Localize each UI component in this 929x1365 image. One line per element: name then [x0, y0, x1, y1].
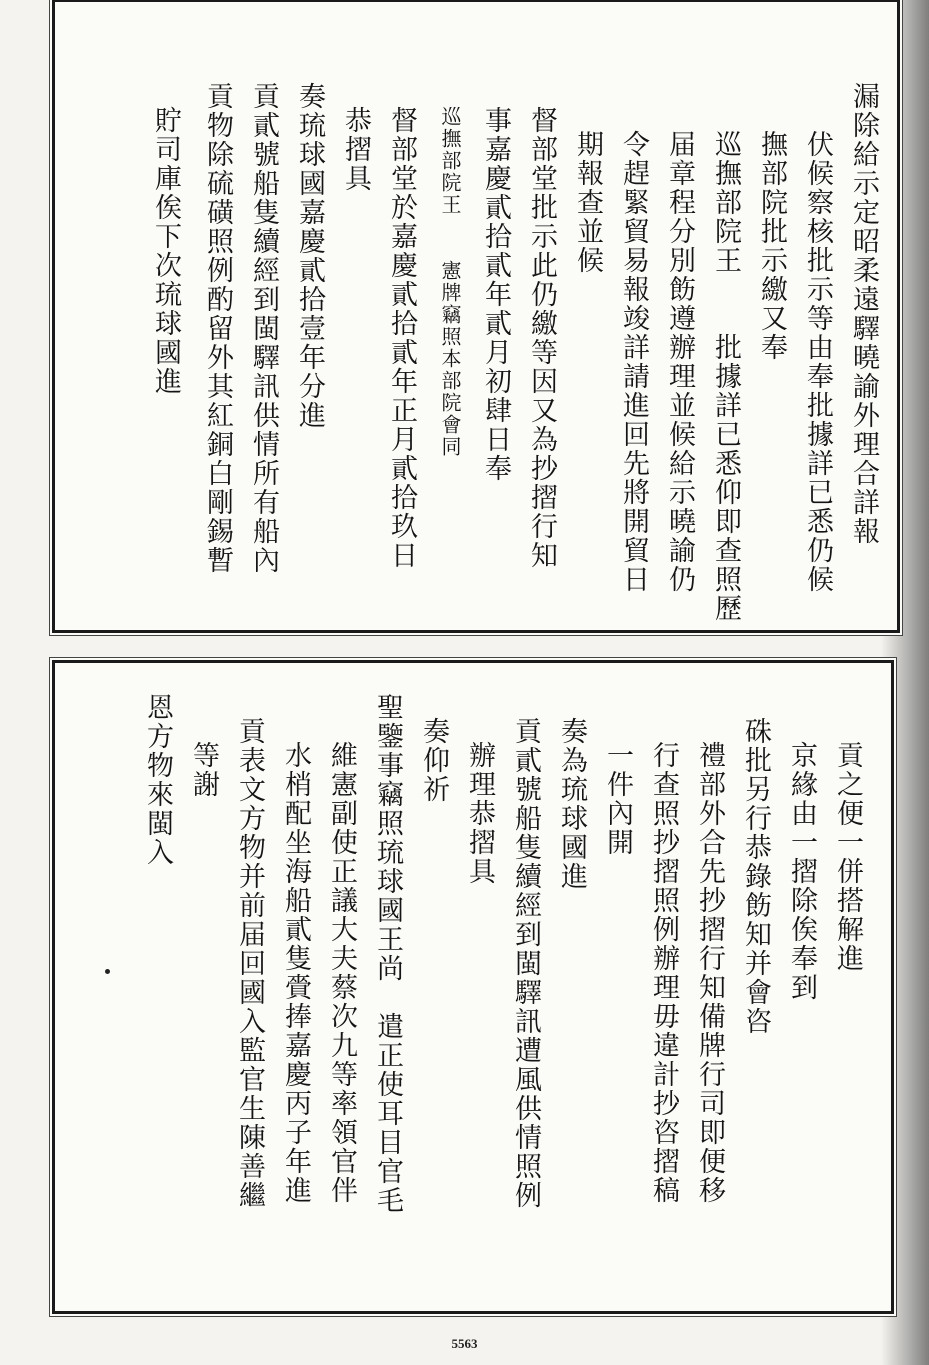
- text-column: 一件內開: [602, 741, 633, 857]
- ink-dot: [105, 969, 110, 974]
- text-column: 行查照抄摺照例辦理毋違計抄咨摺稿: [648, 741, 679, 1205]
- text-column: 恩方物來閩入: [142, 693, 173, 867]
- text-column: 伏候察核批示等由奉批據詳已悉仍候: [802, 130, 833, 594]
- text-column: 京緣由一摺除俟奉到: [786, 741, 817, 1002]
- text-column: 督部堂於嘉慶貳拾貳年正月貳拾玖日: [386, 106, 417, 570]
- text-column: 禮部外合先抄摺行知備牌行司即便移: [694, 741, 725, 1205]
- text-column: 届章程分別飭遵辦理並候給示曉諭仍: [664, 130, 695, 594]
- text-column: 貯司庫俟下次琉球國進: [150, 106, 181, 396]
- page-number: 5563: [451, 1336, 478, 1351]
- text-column: 奏仰祈: [418, 717, 449, 804]
- text-column: 等謝: [188, 741, 219, 799]
- text-column: 貢貳號船隻續經到閩驛訊遭風供情照例: [510, 717, 541, 1210]
- text-column: 事嘉慶貳拾貳年貳月初肆日奉: [480, 106, 511, 483]
- text-column: 聖鑒事竊照琉球國王尚 遣正使耳目官毛: [372, 693, 403, 1215]
- text-column: 恭摺具: [340, 106, 371, 193]
- text-column: 巡撫部院王 批據詳已悉仰即查照歷: [710, 130, 741, 623]
- text-column: 貢之便一併搭解進: [832, 741, 863, 973]
- text-column: 督部堂批示此仍繳等因又為抄摺行知: [526, 106, 557, 570]
- text-column: 維憲副使正議大夫蔡次九等率領官伴: [326, 741, 357, 1205]
- document-panel-top: [52, 0, 900, 633]
- text-column: 巡撫部院王 憲牌竊照本部院會同: [438, 106, 462, 458]
- text-column: 奏琉球國嘉慶貳拾壹年分進: [294, 82, 325, 430]
- text-column: 貢物除硫磺照例酌留外其紅銅白剛錫暫: [202, 82, 233, 575]
- text-column: 令趕緊貿易報竣詳請進回先將開貿日: [618, 130, 649, 594]
- text-column: 貢貳號船隻續經到閩驛訊供情所有船內: [248, 82, 279, 575]
- text-column: 撫部院批示繳又奉: [756, 130, 787, 362]
- text-column: 奏為琉球國進: [556, 717, 587, 891]
- text-column: 貢表文方物并前届回國入監官生陳善繼: [234, 717, 265, 1210]
- text-column: 漏除給示定昭柔遠驛曉諭外理合詳報: [848, 82, 879, 546]
- text-column: 水梢配坐海船貳隻賫捧嘉慶丙子年進: [280, 741, 311, 1205]
- text-column: 硃批另行恭錄飭知并會咨: [740, 717, 771, 1036]
- text-column: 辦理恭摺具: [464, 741, 495, 886]
- document-panel-bottom: [52, 660, 894, 1314]
- text-column: 期報查並候: [572, 130, 603, 275]
